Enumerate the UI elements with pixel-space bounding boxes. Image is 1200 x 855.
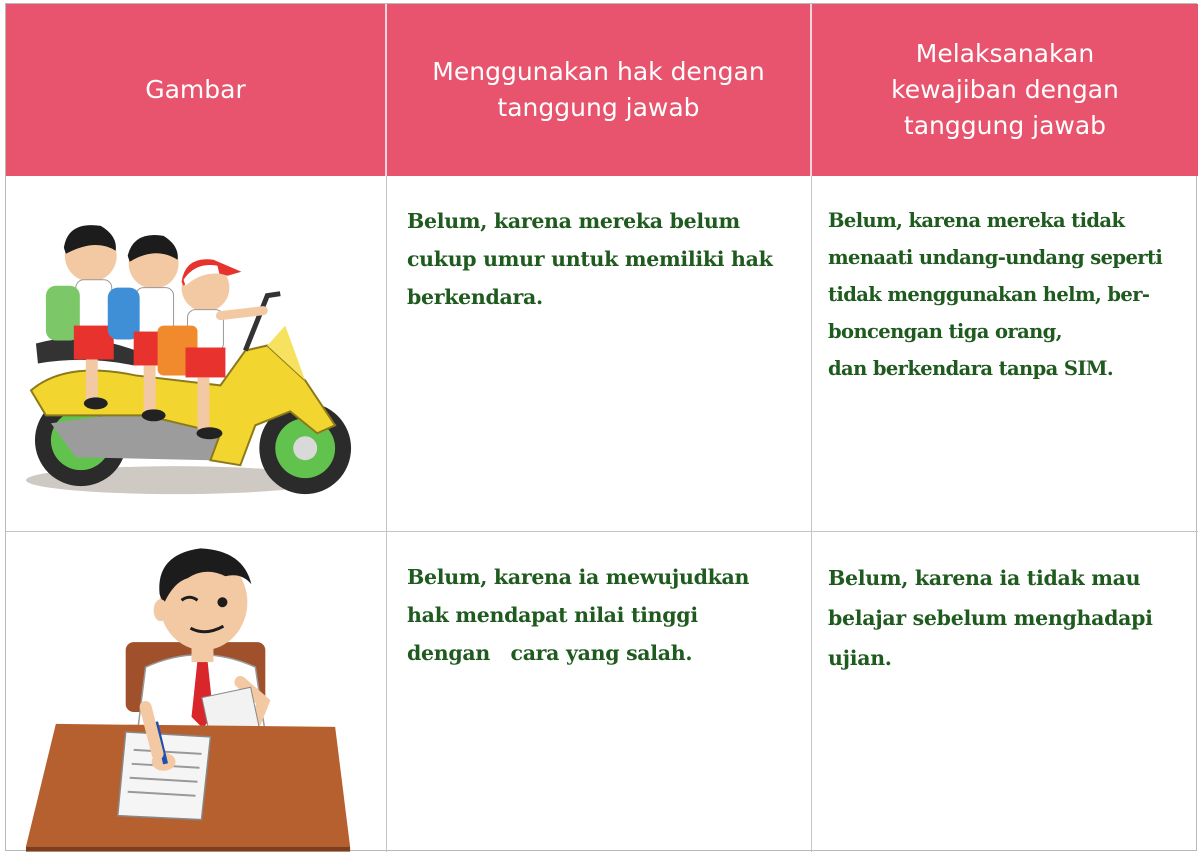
header-kewajiban-line: tanggung jawab (903, 111, 1107, 141)
row2-kewajiban-line: Belum, karena ia tidak mau (828, 566, 1141, 590)
row2-hak-line: Belum, karena ia mewujudkan (407, 565, 750, 589)
row2-hak-text (387, 532, 811, 672)
row2-image-cell (6, 532, 387, 852)
row2-kewajiban-cell (812, 532, 1198, 852)
header-hak (387, 4, 812, 176)
header-hak-line: Menggunakan hak dengan (432, 56, 765, 86)
rights-duties-table (5, 3, 1197, 851)
row2-kewajiban-line: ujian. (828, 646, 892, 670)
row2-hak-line: hak mendapat nilai tinggi (407, 603, 698, 627)
header-kewajiban-line: Melaksanakan (915, 38, 1095, 68)
header-gambar (6, 4, 387, 176)
row2-kewajiban-line: belajar sebelum menghadapi (828, 606, 1153, 630)
row2-hak-cell (387, 532, 812, 852)
header-kewajiban (812, 4, 1198, 176)
header-gambar-label: Gambar (145, 74, 246, 104)
row1-kewajiban-line: Belum, karena mereka tidak (828, 209, 1125, 232)
row1-kewajiban-text (812, 176, 1198, 387)
row1-kewajiban-line: menaati undang-undang seperti (828, 246, 1163, 269)
row2-hak-line: dengan cara yang salah. (407, 641, 693, 665)
children-on-motorbike-illustration (6, 176, 386, 531)
row1-hak-line: berkendara. (407, 285, 543, 309)
student-cheating-on-exam-illustration (6, 532, 386, 852)
row1-kewajiban-line: tidak menggunakan helm, ber- (828, 283, 1150, 306)
row2-kewajiban-text (812, 532, 1198, 678)
header-kewajiban-line: kewajiban dengan (891, 74, 1119, 104)
row1-kewajiban-line: dan berkendara tanpa SIM. (828, 357, 1114, 380)
row1-kewajiban-cell (812, 176, 1198, 532)
row1-hak-text (387, 176, 811, 316)
header-hak-line: tanggung jawab (497, 93, 700, 122)
row1-hak-line: cukup umur untuk memiliki hak (407, 247, 773, 271)
row1-hak-line: Belum, karena mereka belum (407, 209, 740, 233)
row1-hak-cell (387, 176, 812, 532)
row1-image-cell (6, 176, 387, 532)
row1-kewajiban-line: boncengan tiga orang, (828, 320, 1062, 343)
